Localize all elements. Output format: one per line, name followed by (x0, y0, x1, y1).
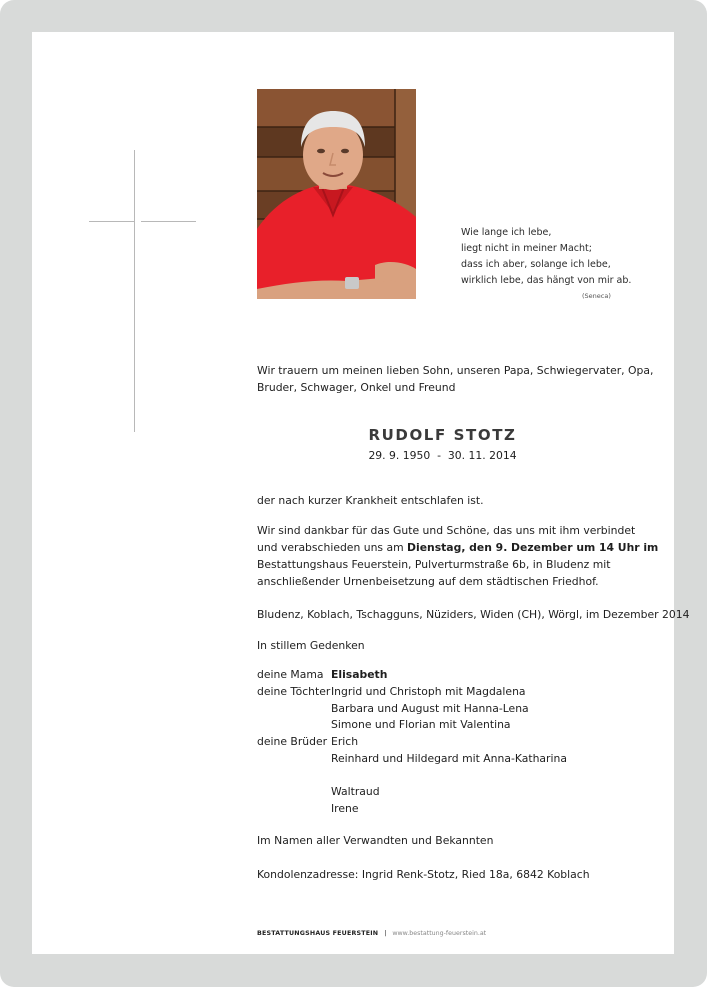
passed-text: der nach kurzer Krankheit entschlafen ist. (257, 494, 484, 507)
life-dates: 29. 9. 1950 - 30. 11. 2014 (368, 449, 517, 462)
cross-vertical-beam (134, 150, 135, 432)
brother-family: Erich (331, 735, 359, 748)
in-memory-text: In stillem Gedenken (257, 639, 365, 652)
mama-label: deine Mama (257, 668, 324, 681)
daughter-family: Simone und Florian mit Valentina (331, 718, 511, 731)
quote-line: Wie lange ich lebe, (461, 227, 552, 238)
funeral-home-brand: BESTATTUNGSHAUS FEUERSTEIN (257, 930, 379, 937)
quote-line: dass ich aber, solange ich lebe, (461, 259, 611, 270)
quote-line: liegt nicht in meiner Macht; (461, 243, 592, 254)
mama-name: Elisabeth (331, 668, 388, 681)
portrait-photo (257, 89, 416, 299)
thanks-line-4: anschließender Urnenbeisetzung auf dem städtischen Friedhof. (257, 575, 599, 588)
daughter-family: Ingrid und Christoph mit Magdalena (331, 685, 526, 698)
intro-line-1: Wir trauern um meinen lieben Sohn, unseren Papa, Schwiegervater, Opa, (257, 364, 654, 377)
thanks-line-2 (257, 539, 658, 556)
thanks-line-1: Wir sind dankbar für das Gute und Schöne, das uns mit ihm verbindet (257, 524, 636, 537)
deceased-name: RUDOLF STOTZ (368, 426, 517, 444)
daughters-label: deine Töchter (257, 685, 331, 698)
footer-separator: | (384, 930, 387, 937)
relatives-closing: Im Namen aller Verwandten und Bekannten (257, 834, 494, 847)
quote-author: (Seneca) (582, 292, 611, 300)
intro-line-2: Bruder, Schwager, Onkel und Freund (257, 381, 456, 394)
quote-line: wirklich lebe, das hängt von mir ab. (461, 275, 632, 286)
thanks-line-2-text: und verabschieden uns am (257, 541, 408, 554)
places-date: Bludenz, Koblach, Tschagguns, Nüziders, Widen (CH), Wörgl, im Dezember 2014 (257, 608, 690, 621)
thanks-line-3: Bestattungshaus Feuerstein, Pulverturmstraße 6b, in Bludenz mit (257, 558, 611, 571)
cross-left-arm (89, 221, 134, 222)
cross-right-arm (141, 221, 196, 222)
brother-family: Reinhard und Hildegard mit Anna-Katharina (331, 752, 567, 765)
daughter-family: Barbara und August mit Hanna-Lena (331, 702, 529, 715)
funeral-date-time: Dienstag, den 9. Dezember um 14 Uhr im (407, 541, 659, 554)
relative-name: Irene (331, 802, 359, 815)
funeral-home-url[interactable]: www.bestattung-feuerstein.at (392, 930, 487, 937)
condolence-address: Kondolenzadresse: Ingrid Renk-Stotz, Ried 18a, 6842 Koblach (257, 868, 590, 881)
relative-name: Waltraud (331, 785, 380, 798)
footer (257, 930, 486, 937)
brothers-label: deine Brüder (257, 735, 328, 748)
seneca-quote (461, 225, 661, 300)
